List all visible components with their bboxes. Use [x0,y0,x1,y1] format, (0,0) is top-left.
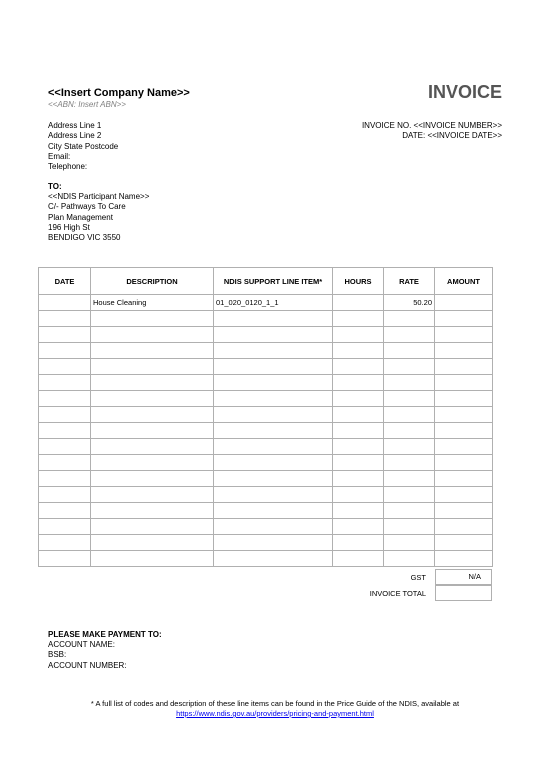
cell-rate [384,359,435,375]
cell-line-item [214,327,333,343]
bsb: BSB: [48,650,67,660]
table-row [39,359,493,375]
cell-rate [384,375,435,391]
cell-rate [384,455,435,471]
cell-line-item [214,487,333,503]
cell-line-item [214,391,333,407]
cell-rate [384,327,435,343]
cell-hours [333,407,384,423]
cell-line-item [214,535,333,551]
table-row [39,375,493,391]
cell-description [91,503,214,519]
cell-hours [333,439,384,455]
cell-rate [384,311,435,327]
cell-amount [435,551,493,567]
cell-hours [333,423,384,439]
recipient-line: BENDIGO VIC 3550 [48,233,121,243]
cell-description: House Cleaning [91,295,214,311]
table-row [39,487,493,503]
invoice-meta [362,121,502,142]
payment-details [48,640,127,671]
cell-date [39,471,91,487]
cell-hours [333,551,384,567]
cell-rate [384,407,435,423]
recipient-line: C/- Pathways To Care [48,202,126,212]
cell-hours [333,311,384,327]
cell-line-item [214,455,333,471]
cell-amount [435,519,493,535]
col-line-item: NDIS SUPPORT LINE ITEM* [214,268,333,295]
table-row [39,295,493,311]
cell-rate [384,487,435,503]
cell-description [91,311,214,327]
address-line: Address Line 2 [48,131,102,141]
cell-description [91,407,214,423]
address-line: Telephone: [48,162,88,172]
cell-date [39,519,91,535]
col-hours: HOURS [333,268,384,295]
invoice-number: INVOICE NO. <<INVOICE NUMBER>> [361,121,502,130]
cell-amount [435,359,493,375]
recipient-address [48,192,149,243]
recipient-line: Plan Management [48,212,113,222]
cell-description [91,327,214,343]
cell-description [91,359,214,375]
cell-date [39,551,91,567]
address-line: Email: [48,151,71,161]
cell-rate: 50.20 [384,295,435,311]
cell-date [39,439,91,455]
cell-description [91,423,214,439]
cell-date [39,535,91,551]
cell-description [91,551,214,567]
cell-description [91,391,214,407]
cell-rate [384,391,435,407]
payment-label: PLEASE MAKE PAYMENT TO: [48,630,162,639]
col-amount: AMOUNT [435,268,493,295]
cell-hours [333,503,384,519]
cell-description [91,375,214,391]
cell-date [39,343,91,359]
cell-line-item [214,423,333,439]
cell-description [91,343,214,359]
col-description: DESCRIPTION [91,268,214,295]
gst-row [38,569,493,585]
cell-hours [333,391,384,407]
cell-amount [435,391,493,407]
cell-line-item [214,551,333,567]
footnote [48,699,502,719]
cell-rate [384,471,435,487]
cell-amount [435,535,493,551]
invoice-date: DATE: <<INVOICE DATE>> [402,131,502,141]
line-items-table [38,267,493,567]
cell-line-item [214,503,333,519]
cell-amount [435,343,493,359]
table-row [39,391,493,407]
cell-line-item [214,519,333,535]
cell-description [91,439,214,455]
cell-amount [435,295,493,311]
table-row [39,535,493,551]
recipient-line: 196 High St [48,222,90,232]
cell-line-item [214,439,333,455]
cell-description [91,455,214,471]
gst-value: N/A [435,569,492,585]
cell-hours [333,471,384,487]
cell-description [91,471,214,487]
cell-date [39,375,91,391]
table-header-row [39,268,493,295]
cell-rate [384,551,435,567]
cell-date [39,407,91,423]
cell-amount [435,375,493,391]
cell-date [39,455,91,471]
cell-line-item [214,311,333,327]
table-row [39,551,493,567]
total-label: INVOICE TOTAL [369,589,426,598]
pricing-link[interactable]: https://www.ndis.gov.au/providers/pricing-and-payment.html [176,709,374,718]
address-line: Address Line 1 [48,121,102,130]
cell-date [39,359,91,375]
table-row [39,503,493,519]
cell-line-item: 01_020_0120_1_1 [214,295,333,311]
cell-hours [333,519,384,535]
cell-date [39,327,91,343]
cell-date [39,295,91,311]
to-label: TO: [48,182,62,191]
cell-date [39,391,91,407]
cell-line-item [214,407,333,423]
address-line: City State Postcode [48,141,119,151]
cell-rate [384,439,435,455]
cell-hours [333,455,384,471]
cell-line-item [214,375,333,391]
footnote-text: * A full list of codes and description of these line items can be found in the Price Guide of the NDIS, available at [90,699,460,708]
cell-rate [384,423,435,439]
cell-hours [333,375,384,391]
cell-hours [333,295,384,311]
cell-amount [435,503,493,519]
table-row [39,343,493,359]
table-row [39,455,493,471]
cell-line-item [214,359,333,375]
col-date: DATE [39,268,91,295]
table-row [39,423,493,439]
abn: <<ABN: Insert ABN>> [48,100,126,109]
gst-label: GST [410,573,426,582]
cell-amount [435,487,493,503]
cell-hours [333,327,384,343]
col-rate: RATE [384,268,435,295]
table-row [39,471,493,487]
table-row [39,327,493,343]
cell-hours [333,535,384,551]
cell-amount [435,455,493,471]
cell-hours [333,359,384,375]
recipient-line: <<NDIS Participant Name>> [48,192,150,201]
company-name: <<Insert Company Name>> [48,87,190,99]
invoice-title: INVOICE [427,82,502,102]
account-name: ACCOUNT NAME: [48,640,115,649]
cell-hours [333,343,384,359]
cell-amount [435,423,493,439]
cell-hours [333,487,384,503]
table-row [39,311,493,327]
cell-amount [435,327,493,343]
cell-rate [384,519,435,535]
account-number: ACCOUNT NUMBER: [48,660,127,670]
total-value [435,585,492,601]
cell-rate [384,343,435,359]
cell-date [39,487,91,503]
total-row [38,585,493,601]
cell-amount [435,471,493,487]
cell-amount [435,311,493,327]
sender-address [48,121,118,172]
cell-rate [384,535,435,551]
cell-description [91,535,214,551]
cell-amount [435,407,493,423]
cell-date [39,423,91,439]
cell-line-item [214,343,333,359]
cell-date [39,503,91,519]
cell-line-item [214,471,333,487]
table-row [39,407,493,423]
cell-rate [384,503,435,519]
cell-description [91,487,214,503]
cell-date [39,311,91,327]
table-row [39,519,493,535]
cell-description [91,519,214,535]
table-row [39,439,493,455]
cell-amount [435,439,493,455]
